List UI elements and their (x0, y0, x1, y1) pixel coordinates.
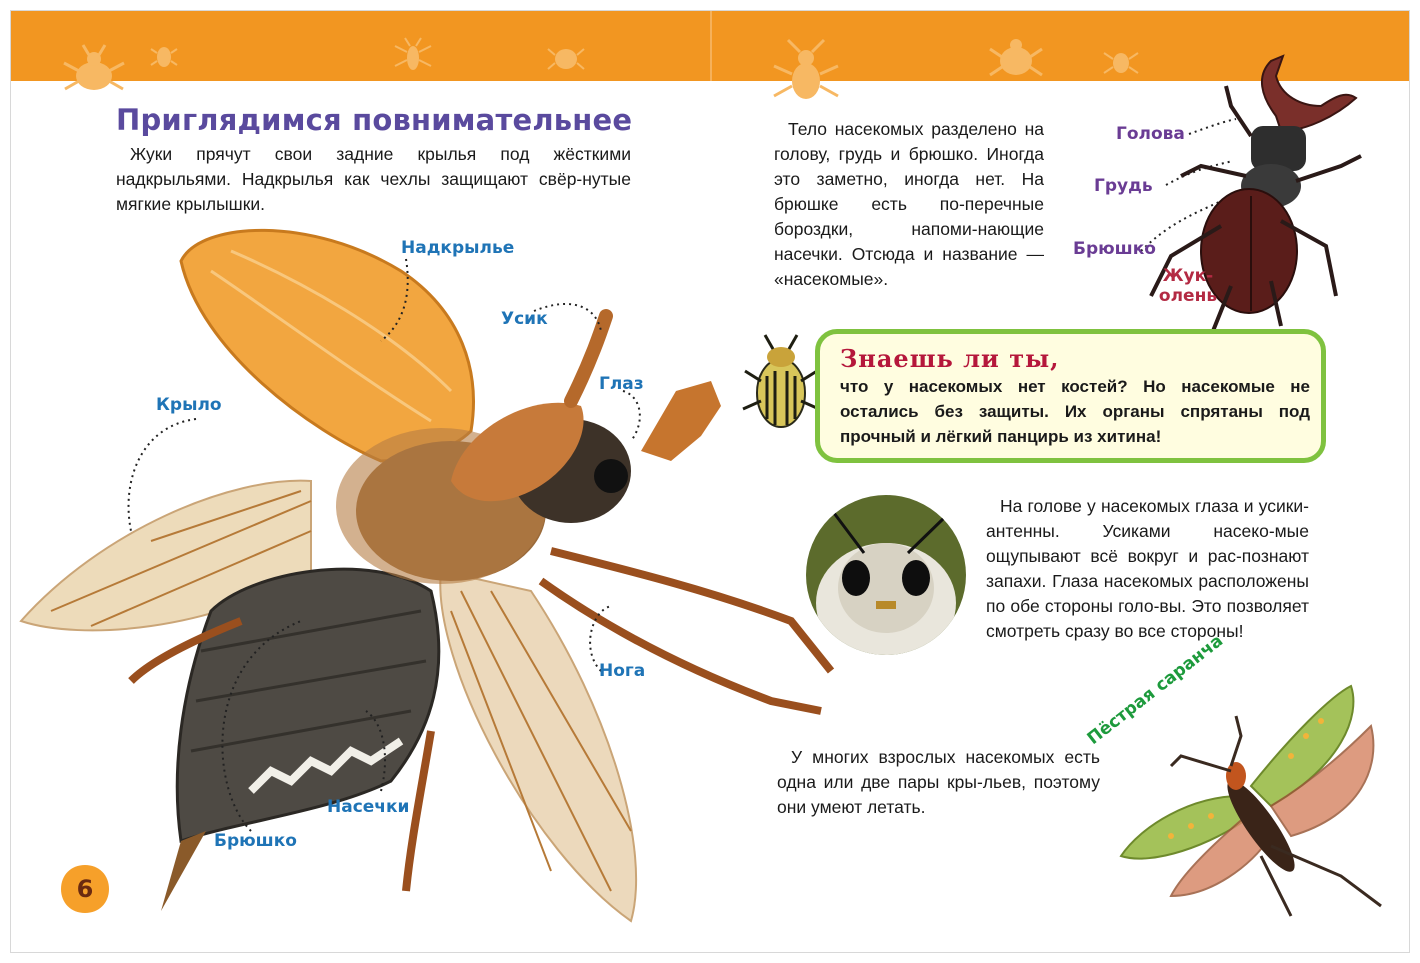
did-you-know-box (815, 329, 1326, 463)
label-leg: Нога (599, 661, 646, 681)
label-elytron: Надкрылье (401, 238, 515, 258)
label-antenna: Усик (501, 309, 548, 329)
label-notches: Насечки (327, 797, 410, 817)
label-head: Голова (1116, 124, 1185, 144)
label-chest: Грудь (1094, 176, 1153, 196)
bee-closeup-photo (804, 493, 969, 658)
eyes-paragraph (986, 494, 1309, 644)
label-eye: Глаз (599, 374, 644, 394)
label-stag-beetle-name: Жук-олень (1158, 266, 1218, 306)
did-you-know-text: что у насекомых нет костей? Но насекомые не остались без защиты. Их органы спрятаны под прочный и лёгкий панцирь из хитина! (840, 377, 1310, 446)
book-spread (10, 10, 1410, 953)
page-number: 6 (76, 875, 94, 903)
grasshopper-illustration (1111, 676, 1401, 946)
colorado-beetle-illustration (741, 331, 821, 451)
wings-paragraph (777, 745, 1100, 820)
label-grasshopper: Пёстрая саранча (1083, 630, 1228, 749)
label-stag-abdomen: Брюшко (1073, 239, 1156, 259)
body-text: Тело насекомых разделено на голову, грудь и брюшко. Иногда это заметно, иногда нет. На брюшке есть по-перечные бороздки, напоми-нающие насечки. Отсюда и название — «насекомые». (774, 119, 1044, 289)
wings-text: У многих взрослых насекомых есть одна или две пары кры-льев, поэтому они умеют летать. (777, 747, 1100, 817)
label-wing: Крыло (156, 395, 222, 415)
body-paragraph (774, 117, 1044, 292)
page-number-badge (59, 863, 111, 915)
page-title: Приглядимся повнимательнее (116, 103, 633, 137)
did-you-know-heading: Знаешь ли ты, (840, 344, 1060, 373)
label-abdomen: Брюшко (214, 831, 297, 851)
eyes-text: На голове у насекомых глаза и усики-антенны. Усиками насеко-мые ощупывают всё вокруг и рас-познают запахи. Глаза насекомых расположены по обе стороны голо-вы. Это позволяет смотреть сразу во все стороны! (986, 496, 1309, 641)
intro-text: Жуки прячут свои задние крылья под жёсткими надкрыльями. Надкрылья как чехлы защищают свёр-нутые мягкие крылышки. (116, 144, 631, 214)
